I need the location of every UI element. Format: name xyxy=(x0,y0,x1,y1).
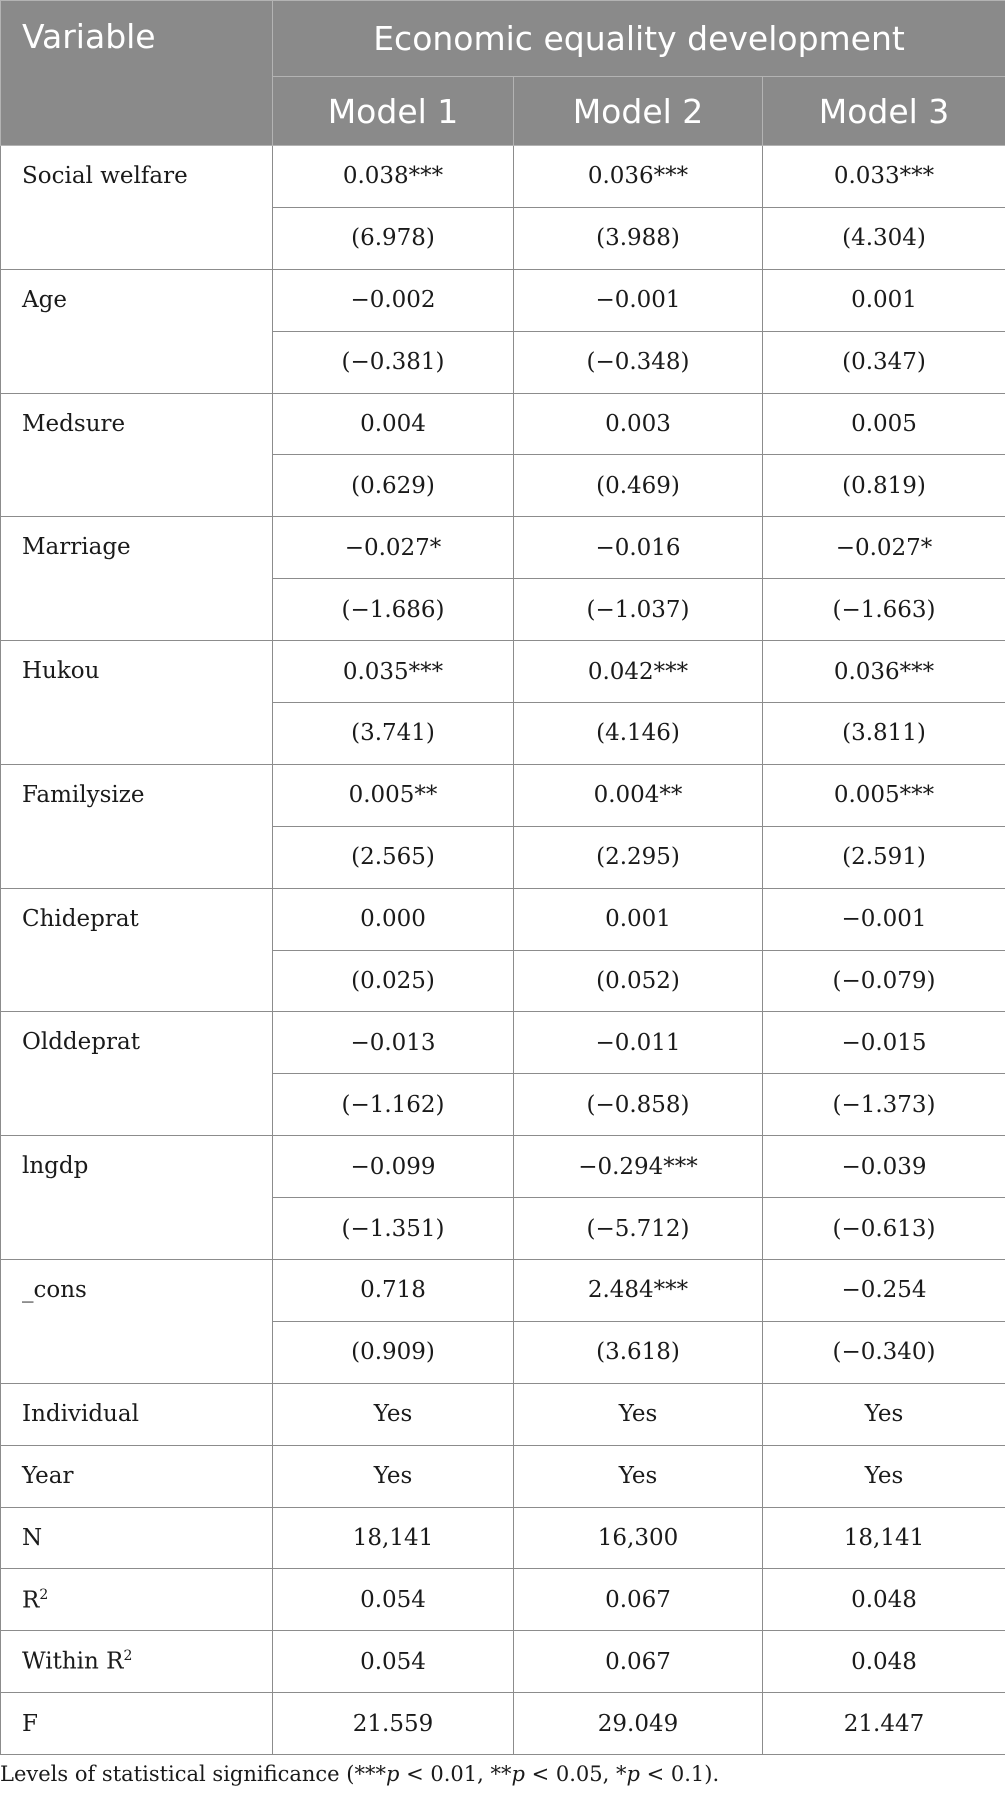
variable-name: Social welfare xyxy=(1,146,273,270)
note-prefix: Levels of statistical significance (*** xyxy=(0,1762,386,1786)
note-suffix: < 0.1). xyxy=(639,1762,720,1786)
t-statistic-cell: (−1.162) xyxy=(273,1074,514,1136)
coef-row xyxy=(1,1260,1005,1322)
stat-value-cell: 0.054 xyxy=(273,1569,514,1631)
t-statistic-cell: (−0.613) xyxy=(763,1198,1005,1260)
stat-row xyxy=(1,1507,1005,1569)
t-statistic-cell: (2.591) xyxy=(763,826,1005,888)
stat-row xyxy=(1,1693,1005,1755)
stat-row xyxy=(1,1383,1005,1445)
coefficient-cell: −0.001 xyxy=(763,888,1005,950)
coefficient-cell: 0.718 xyxy=(273,1260,514,1322)
stat-name xyxy=(1,1445,273,1507)
table-header xyxy=(1,1,1005,146)
coefficient-cell: −0.254 xyxy=(763,1260,1005,1322)
t-statistic-cell: (−0.340) xyxy=(763,1321,1005,1383)
header-row-1 xyxy=(1,1,1005,77)
variable-name: Age xyxy=(1,269,273,393)
superscript: 2 xyxy=(123,1648,133,1665)
stat-value-cell: Yes xyxy=(273,1383,514,1445)
coefficient-cell: 0.033*** xyxy=(763,146,1005,208)
variable-name: Olddeprat xyxy=(1,1012,273,1136)
coefficient-cell: −0.027* xyxy=(763,517,1005,579)
t-statistic-cell: (6.978) xyxy=(273,207,514,269)
note-p-1: p xyxy=(385,1762,400,1786)
model-2-header: Model 2 xyxy=(514,77,763,146)
coefficient-cell: 0.005*** xyxy=(763,764,1005,826)
stat-name xyxy=(1,1569,273,1631)
stat-row xyxy=(1,1631,1005,1693)
stat-name xyxy=(1,1507,273,1569)
coef-row xyxy=(1,1136,1005,1198)
variable-name: Marriage xyxy=(1,517,273,641)
stat-row xyxy=(1,1569,1005,1631)
coefficient-cell: 0.036*** xyxy=(763,641,1005,703)
coefficient-cell: 0.005** xyxy=(273,764,514,826)
stat-value-cell: 0.054 xyxy=(273,1631,514,1693)
group-header: Economic equality development xyxy=(273,1,1005,77)
coefficient-cell: 0.001 xyxy=(763,269,1005,331)
stat-name xyxy=(1,1383,273,1445)
coefficient-cell: 0.042*** xyxy=(514,641,763,703)
stat-value-cell: 18,141 xyxy=(763,1507,1005,1569)
coef-row xyxy=(1,764,1005,826)
t-statistic-cell: (0.629) xyxy=(273,455,514,517)
coef-row xyxy=(1,888,1005,950)
t-statistic-cell: (−0.858) xyxy=(514,1074,763,1136)
note-mid-2: < 0.05, * xyxy=(524,1762,627,1786)
coefficient-cell: 0.004** xyxy=(514,764,763,826)
stat-value-cell: 21.559 xyxy=(273,1693,514,1755)
significance-note xyxy=(0,1762,719,1786)
t-statistic-cell: (−0.079) xyxy=(763,950,1005,1012)
coefficient-cell: 0.005 xyxy=(763,393,1005,455)
stat-name xyxy=(1,1693,273,1755)
stat-value-cell: Yes xyxy=(763,1383,1005,1445)
superscript: 2 xyxy=(39,1586,49,1603)
t-statistic-cell: (−1.351) xyxy=(273,1198,514,1260)
t-statistic-cell: (0.819) xyxy=(763,455,1005,517)
t-statistic-cell: (−1.686) xyxy=(273,579,514,641)
coef-row xyxy=(1,1012,1005,1074)
variable-name: Hukou xyxy=(1,641,273,765)
stat-value-cell: Yes xyxy=(273,1445,514,1507)
t-statistic-cell: (2.565) xyxy=(273,826,514,888)
coefficient-cell: −0.039 xyxy=(763,1136,1005,1198)
variable-name: Familysize xyxy=(1,764,273,888)
t-statistic-cell: (3.811) xyxy=(763,703,1005,765)
t-statistic-cell: (−5.712) xyxy=(514,1198,763,1260)
coefficient-cell: −0.294*** xyxy=(514,1136,763,1198)
stat-value-cell: 0.067 xyxy=(514,1631,763,1693)
coef-row xyxy=(1,269,1005,331)
stat-row xyxy=(1,1445,1005,1507)
coef-row xyxy=(1,393,1005,455)
stat-name-text: Individual xyxy=(22,1401,139,1428)
coefficient-cell: 0.038*** xyxy=(273,146,514,208)
stat-value-cell: 29.049 xyxy=(514,1693,763,1755)
coefficient-cell: −0.099 xyxy=(273,1136,514,1198)
stat-value-cell: 18,141 xyxy=(273,1507,514,1569)
stat-value-cell: 0.067 xyxy=(514,1569,763,1631)
stat-name-text: Within R xyxy=(22,1649,124,1676)
t-statistic-cell: (−0.381) xyxy=(273,331,514,393)
coefficient-cell: −0.011 xyxy=(514,1012,763,1074)
coefficient-cell: −0.013 xyxy=(273,1012,514,1074)
stat-value-cell: 16,300 xyxy=(514,1507,763,1569)
stat-value-cell: Yes xyxy=(763,1445,1005,1507)
t-statistic-cell: (−1.037) xyxy=(514,579,763,641)
variable-name: Chideprat xyxy=(1,888,273,1012)
coefficient-cell: −0.015 xyxy=(763,1012,1005,1074)
note-p-2: p xyxy=(511,1762,525,1786)
t-statistic-cell: (3.988) xyxy=(514,207,763,269)
coefficient-cell: 0.036*** xyxy=(514,146,763,208)
stat-value-cell: Yes xyxy=(514,1445,763,1507)
t-statistic-cell: (2.295) xyxy=(514,826,763,888)
stat-name-text: R xyxy=(22,1587,40,1614)
table-body xyxy=(1,146,1005,1755)
stat-value-cell: 0.048 xyxy=(763,1569,1005,1631)
variable-name: Medsure xyxy=(1,393,273,517)
coefficient-cell: −0.001 xyxy=(514,269,763,331)
coef-row xyxy=(1,146,1005,208)
note-mid-1: < 0.01, ** xyxy=(399,1762,512,1786)
coef-row xyxy=(1,641,1005,703)
t-statistic-cell: (−1.663) xyxy=(763,579,1005,641)
coefficient-cell: −0.016 xyxy=(514,517,763,579)
model-3-header: Model 3 xyxy=(763,77,1005,146)
coefficient-cell: 2.484*** xyxy=(514,1260,763,1322)
coefficient-cell: 0.003 xyxy=(514,393,763,455)
variable-header: Variable xyxy=(1,1,273,146)
t-statistic-cell: (0.347) xyxy=(763,331,1005,393)
coefficient-cell: 0.004 xyxy=(273,393,514,455)
stat-value-cell: 0.048 xyxy=(763,1631,1005,1693)
stat-name-text: Year xyxy=(22,1463,74,1490)
coefficient-cell: −0.027* xyxy=(273,517,514,579)
variable-name: lngdp xyxy=(1,1136,273,1260)
stat-name-text: N xyxy=(22,1525,43,1552)
t-statistic-cell: (0.025) xyxy=(273,950,514,1012)
variable-name: _cons xyxy=(1,1260,273,1384)
coefficient-cell: −0.002 xyxy=(273,269,514,331)
stat-name xyxy=(1,1631,273,1693)
t-statistic-cell: (0.469) xyxy=(514,455,763,517)
t-statistic-cell: (0.052) xyxy=(514,950,763,1012)
t-statistic-cell: (3.618) xyxy=(514,1321,763,1383)
stat-value-cell: Yes xyxy=(514,1383,763,1445)
model-1-header: Model 1 xyxy=(273,77,514,146)
t-statistic-cell: (0.909) xyxy=(273,1321,514,1383)
note-p-3: p xyxy=(626,1762,640,1786)
coefficient-cell: 0.035*** xyxy=(273,641,514,703)
coefficient-cell: 0.001 xyxy=(514,888,763,950)
t-statistic-cell: (4.304) xyxy=(763,207,1005,269)
stat-name-text: F xyxy=(22,1710,38,1737)
t-statistic-cell: (−1.373) xyxy=(763,1074,1005,1136)
stat-value-cell: 21.447 xyxy=(763,1693,1005,1755)
coefficient-cell: 0.000 xyxy=(273,888,514,950)
t-statistic-cell: (4.146) xyxy=(514,703,763,765)
coef-row xyxy=(1,517,1005,579)
t-statistic-cell: (−0.348) xyxy=(514,331,763,393)
t-statistic-cell: (3.741) xyxy=(273,703,514,765)
